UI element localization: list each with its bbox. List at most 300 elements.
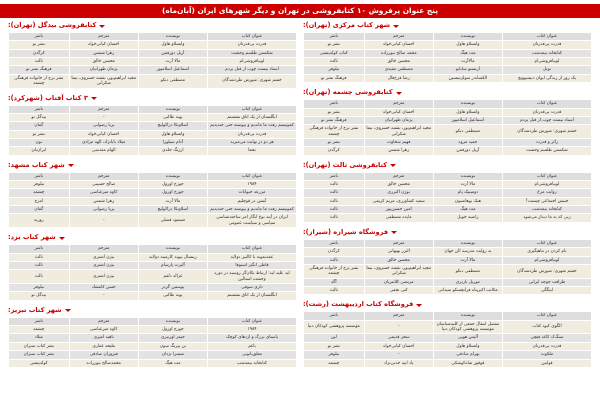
book-title-cell: ایران در آینه نوع انگار امر ساخته‌شناسی سیاسی و سیاست عمومی — [208, 214, 296, 227]
column-header: مترجم — [70, 33, 138, 40]
section-header[interactable] — [303, 160, 592, 171]
translator-cell: البرز بهبهانی — [365, 248, 433, 255]
author-cell: مالا آرت — [434, 257, 502, 264]
column-header: نویسنده — [139, 106, 207, 113]
column-header: ناشر — [9, 106, 69, 113]
publisher-cell: میلاد — [9, 334, 69, 341]
bookstore-name: شهر کتاب مشهد: — [8, 160, 65, 169]
author-cell: بهرام صادقی — [434, 351, 502, 358]
table-row — [9, 122, 296, 129]
table-row — [9, 334, 296, 341]
column-header: مترجم — [365, 33, 433, 40]
publisher-cell: کوله‌پشتی — [9, 360, 69, 367]
column-header: نویسنده — [434, 100, 502, 107]
column-header: ناشر — [304, 240, 364, 247]
table-row — [304, 189, 591, 196]
translator-cell: بیژن اشتری — [70, 254, 138, 261]
book-title-cell: قوانین — [503, 360, 591, 367]
section-header[interactable] — [303, 20, 592, 31]
publisher-cell: گمان — [9, 206, 69, 213]
bookstore-section — [8, 93, 297, 156]
translator-cell: نوژن اکبرزی — [365, 189, 433, 196]
translator-cell: امین حسین‌پور — [365, 206, 433, 213]
publisher-cell: نیلوفر — [304, 351, 364, 358]
translator-cell: مصطفی مفیدی — [365, 66, 433, 73]
book-title-cell: شکستن طلسم وحشت — [503, 147, 591, 154]
book-title-cell: تونل — [503, 66, 591, 73]
bookstore-name: فروشگاه کتاب اردیبهشت (رشت): — [303, 300, 414, 309]
table-row — [9, 284, 296, 291]
publisher-cell: گمان — [9, 122, 69, 129]
author-cell: واتسلاو هاول — [434, 109, 502, 116]
table-row — [9, 139, 296, 146]
publisher-cell: نشر نو — [9, 131, 69, 138]
table-header-row — [9, 106, 296, 113]
translator-cell: سحر قدیمی — [365, 334, 433, 341]
column-header: عنوان کتاب — [503, 173, 591, 180]
translator-cell: زهرا شمس — [365, 147, 433, 154]
table-row — [9, 360, 296, 367]
publisher-cell: فرهنگ نشر نو — [304, 117, 364, 124]
column-header: عنوان کتاب — [208, 245, 296, 252]
book-title-cell: الگوی کبود کتاب — [503, 321, 591, 334]
book-title-cell: ۱۹۸۴ — [208, 181, 296, 188]
book-title-cell: لوبیا‌فروشی‌ام — [503, 181, 591, 188]
author-cell: ریتسال پیوند کارمینه دولایه — [139, 254, 207, 261]
translator-cell: کاوه میرعباسی — [70, 189, 138, 196]
table-row — [304, 181, 591, 188]
books-table — [303, 172, 592, 223]
book-title-cell: ایتگگی — [503, 287, 591, 294]
translator-cell: مجید ابراهیم‌پور، نقشه خسروی، نیما شکرانی — [366, 126, 432, 137]
caret-down-icon — [396, 92, 402, 95]
author-cell: مالا آرت — [139, 58, 207, 65]
translator-cell: ناهید امیری — [70, 334, 138, 341]
book-title-cell: لید علیه لید: ارتباط تکان‌گر روسیه در دوره وحشت استالین — [208, 270, 296, 283]
caret-down-icon — [91, 97, 97, 100]
translator-cell: پژمان طهرانیان — [365, 117, 433, 124]
translator-cell: احسان کیانی‌خواه — [365, 109, 433, 116]
bookstore-name: شهر کتاب تبریز: — [8, 305, 62, 314]
publisher-cell: فرهنگ نشر نو — [9, 66, 69, 73]
author-cell: اسلاونکا دراکولیچ — [139, 122, 207, 129]
section-header[interactable] — [303, 87, 592, 98]
bookstore-section — [303, 227, 592, 296]
table-row — [304, 117, 591, 124]
column-header: مترجم — [70, 173, 138, 180]
section-header-inner — [303, 87, 402, 98]
column-header: نویسنده — [139, 173, 207, 180]
translator-cell: رضا فرخ‌فال — [365, 75, 433, 82]
publisher-cell: نشر نو — [304, 343, 364, 350]
publisher-cell: کرگدن — [304, 147, 364, 154]
column-header: ناشر — [304, 33, 364, 40]
translator-cell: محسن خالق — [365, 257, 433, 264]
translator-cell: الهام مقدسی — [70, 147, 138, 154]
translator-cell: محسن خالق — [70, 58, 138, 65]
author-cell: یوستین گردر — [139, 284, 207, 291]
caret-down-icon — [391, 231, 397, 234]
book-title-cell: ظرافت جوجه ایرانی — [503, 279, 591, 286]
caret-down-icon — [416, 304, 422, 307]
author-cell: پونه طالبی — [139, 114, 207, 121]
publisher-cell: کرگدن — [304, 248, 364, 255]
author-cell: مصطفی دبکو — [139, 75, 207, 88]
caret-down-icon — [65, 309, 71, 312]
section-header[interactable] — [8, 93, 297, 104]
publisher-cell: کتاب کوله‌پشتی — [304, 50, 364, 57]
column-header: مترجم — [365, 312, 433, 319]
author-cell: موریل باربری — [434, 279, 502, 286]
table-row — [304, 125, 591, 138]
table-row — [304, 248, 591, 255]
table-row — [304, 147, 591, 154]
author-cell: جیمز اورنبری — [139, 334, 207, 341]
column-header: مترجم — [365, 240, 433, 247]
author-cell: مصطفی دبکو — [434, 265, 502, 278]
content-columns — [0, 18, 600, 400]
table-row — [304, 58, 591, 65]
publisher-cell: کرگدن — [9, 50, 69, 57]
author-cell: جورج اورول — [139, 189, 207, 196]
books-table — [303, 239, 592, 296]
author-cell: هنک یوهانسون — [434, 198, 502, 205]
column-header: مترجم — [365, 100, 433, 107]
translator-cell: مرتضی کلانتریان — [365, 279, 433, 286]
caret-down-icon — [99, 25, 105, 28]
book-title-cell: زنی که به ما دیدار می‌شود — [503, 214, 591, 221]
column-header: ناشر — [304, 173, 364, 180]
author-cell: واتسلاو هاول — [139, 41, 207, 48]
book-title-cell: قدرت بی‌قدرتان — [503, 109, 591, 116]
bookstore-section — [303, 299, 592, 368]
table-row — [304, 206, 591, 213]
author-cell: جورج اورول — [139, 326, 207, 333]
publisher-cell: لین — [304, 334, 364, 341]
table-row — [9, 351, 296, 358]
author-cell: مسعود فضلی — [139, 214, 207, 227]
section-header-inner — [303, 299, 422, 310]
publisher-cell: ثالث — [9, 254, 69, 261]
table-row — [304, 321, 591, 334]
author-cell: به روایت مدرسه الن جهان — [434, 248, 502, 255]
column-header: عنوان کتاب — [503, 312, 591, 319]
table-row — [304, 360, 591, 367]
author-cell: آریل دورفمن — [434, 147, 502, 154]
author-cell: اسماعیل اسلامپور — [434, 117, 502, 124]
column-header: عنوان کتاب — [208, 173, 296, 180]
translator-cell: مجید ابراهیم‌پور، نقشه خسروی، نیما شکرانی — [71, 75, 137, 87]
publisher-cell: چشمه — [9, 326, 69, 333]
column-header: عنوان کتاب — [208, 318, 296, 325]
table-row — [304, 265, 591, 278]
table-header-row — [304, 173, 591, 180]
author-cell: مت هیگ — [139, 360, 207, 367]
author-cell: مالا آرت — [434, 181, 502, 188]
column-header: ناشر — [304, 100, 364, 107]
book-title-cell: قدرت بی‌قدرتان — [503, 343, 591, 350]
table-row — [9, 131, 296, 138]
table-header-row — [9, 245, 296, 252]
publisher-cell: نشر کتاب سبزان — [9, 351, 69, 358]
publisher-cell: ثالث — [9, 58, 69, 65]
books-table — [303, 311, 592, 368]
author-cell: میسرا نژدان — [139, 351, 207, 358]
table-row — [9, 326, 296, 333]
bookstore-name: ۳ کتاب آفتاب (شهرکرد): — [8, 93, 88, 102]
author-cell: قوقور شاه‌کوشکی — [434, 360, 502, 367]
table-row — [304, 75, 591, 82]
column-header: مترجم — [70, 245, 138, 252]
translator-cell: پریا رضوانی — [70, 206, 138, 213]
column-header: مترجم — [70, 106, 138, 113]
book-title-cell: کمونیسم رفت ما ماندیم و پیوسته حتی خندیدیم — [208, 206, 296, 213]
books-table — [303, 99, 592, 156]
table-row — [9, 58, 296, 65]
column-header: عنوان کتاب — [208, 33, 296, 40]
left-column — [0, 18, 300, 400]
column-header: نویسنده — [434, 240, 502, 247]
publisher-cell: ثالث — [9, 262, 69, 269]
bookstore-section — [8, 160, 297, 229]
table-row — [304, 257, 591, 264]
publisher-cell: نشر نو — [9, 41, 69, 48]
publisher-cell: ایران‌بان — [9, 147, 69, 154]
author-cell: اسلاونکا دراکولیچ — [139, 206, 207, 213]
table-row — [9, 214, 296, 227]
table-row — [9, 50, 296, 57]
book-title-cell: استاد بیست چوب از قبل بردم — [208, 66, 296, 73]
book-title-cell: کتابخانه نیمه‌شب — [208, 360, 296, 367]
book-title-cell: استاد بیست چوب از قبل بردم — [503, 117, 591, 124]
table-row — [304, 50, 591, 57]
column-header: عنوان کتاب — [503, 33, 591, 40]
translator-cell: محسن خالق — [365, 181, 433, 188]
publisher-cell: ثالث — [304, 287, 364, 294]
book-title-cell: جنبش اجتماعی چیست؟ — [503, 198, 591, 205]
book-title-cell: ۱۹۸۴ — [208, 326, 296, 333]
table-row — [9, 198, 296, 205]
table-row — [304, 287, 591, 294]
books-table — [8, 105, 297, 156]
translator-cell: سعید کشاورزی، مریم کریمی — [365, 198, 433, 205]
table-row — [9, 270, 296, 283]
translator-cell: فهیم سخاوت — [365, 139, 433, 146]
column-header: ناشر — [9, 173, 69, 180]
author-cell: ارنستو ساباتو — [434, 66, 502, 73]
publisher-cell: نشر برج از خانواده فرهنگی چشمه — [9, 75, 69, 88]
author-cell: مفصل انتقال جمعی از کلیه‌شناسان مؤسسه پژوهشی کودکان دنیا — [434, 321, 502, 334]
table-row — [9, 189, 296, 196]
caret-down-icon — [393, 25, 399, 28]
column-header: نویسنده — [139, 33, 207, 40]
author-cell: حمید مروه — [434, 139, 502, 146]
table-header-row — [304, 312, 591, 319]
author-cell: آلیس هوپی — [434, 334, 502, 341]
section-header[interactable] — [8, 20, 297, 31]
book-title-cell: معلق‌بانونی — [208, 351, 296, 358]
book-title-cell: لوبیا‌فروشی‌ام — [503, 58, 591, 65]
section-header[interactable] — [8, 160, 297, 171]
table-row — [9, 75, 296, 88]
book-title-cell: سنگ‌ک کاغذ قیچی — [503, 334, 591, 341]
table-row — [304, 139, 591, 146]
table-header-row — [9, 318, 296, 325]
translator-cell: احسان کیانی‌خواه — [365, 41, 433, 48]
book-title-cell: پاستای بزرگ و اژدهای کوچک — [208, 334, 296, 341]
author-cell: راضیه خویل — [434, 214, 502, 221]
author-cell: آریل دورفمن — [139, 50, 207, 57]
table-row — [9, 147, 296, 154]
publisher-cell: ثالث — [304, 214, 364, 221]
column-header: نویسنده — [434, 173, 502, 180]
publisher-cell: روزنه — [9, 214, 69, 227]
book-title-cell: انگلستان از یک اتاق نشستم — [208, 292, 296, 299]
translator-cell: محمدصالح نیورزاده — [70, 360, 138, 367]
book-title-cell: قدرت بی‌قدرتان — [208, 131, 296, 138]
author-cell: پونه طالبی — [139, 292, 207, 299]
author-cell: بن پیرنگ سون — [139, 343, 207, 350]
page-title: پنج عنوان پرفروش ۱۰ کتابفروشی در تهران و دیگر شهرهای ایران (آبان‌ماه) — [162, 6, 438, 15]
section-header[interactable] — [303, 299, 592, 310]
table-header-row — [304, 240, 591, 247]
book-title-cell: هر دو در نهایت می‌میرند — [208, 139, 296, 146]
translator-cell: کتی نجفی — [365, 287, 433, 294]
table-header-row — [9, 33, 296, 40]
book-title-cell: خشم شهری: شورش طردشدگان — [503, 125, 591, 138]
publisher-cell: امرج — [9, 198, 69, 205]
book-title-cell: نجما — [208, 147, 296, 154]
bookstore-name: کتابفروشی چشمه (تهران): — [303, 88, 393, 97]
book-title-cell: انگلستان از یک اتاق نشستم — [208, 114, 296, 121]
publisher-cell: آگه — [304, 279, 364, 286]
column-header: ناشر — [9, 33, 69, 40]
table-row — [9, 114, 296, 121]
table-row — [9, 343, 296, 350]
book-title-cell: کتابخانه نیمه‌شب — [503, 50, 591, 57]
translator-cell: - — [70, 214, 138, 227]
table-row — [304, 343, 591, 350]
book-title-cell: ملکوت — [503, 351, 591, 358]
book-title-cell: باغم — [208, 343, 296, 350]
books-table — [8, 172, 297, 229]
column-header: مترجم — [70, 318, 138, 325]
translator-cell: - — [365, 321, 433, 334]
author-cell: آدام سیلورا — [139, 139, 207, 146]
book-title-cell: لوبیا‌فروشی‌ام — [208, 58, 296, 65]
column-header: ناشر — [304, 312, 364, 319]
column-header: نویسنده — [139, 318, 207, 325]
publisher-cell: نشر کتاب سبزان — [9, 343, 69, 350]
publisher-cell: فرهنگ نشر نو — [304, 75, 364, 82]
table-row — [9, 254, 296, 261]
table-header-row — [304, 33, 591, 40]
book-title-cell: قدرت بی‌قدرتان — [503, 41, 591, 48]
book-title-cell: کتابخانه نیمه‌شب — [503, 206, 591, 213]
publisher-cell: نیلوفر — [304, 66, 364, 73]
translator-cell: زهرا شمس — [70, 50, 138, 57]
translator-cell: مجید ابراهیم‌پور، نقشه خسروی، نیما شکرانی — [366, 265, 432, 277]
section-header[interactable] — [8, 232, 297, 243]
column-header: ناشر — [9, 245, 69, 252]
translator-cell: حسن کامشاد — [70, 284, 138, 291]
books-table — [303, 32, 592, 83]
translator-cell: بیژن اشتری — [70, 262, 138, 269]
table-header-row — [9, 173, 296, 180]
table-row — [304, 351, 591, 358]
translator-cell: - — [70, 114, 138, 121]
translator-cell: فیروزان صادقی — [70, 351, 138, 358]
translator-cell: صالح حسینی — [70, 181, 138, 188]
author-cell: الکساندر سولژنیتسین — [434, 75, 502, 82]
author-cell: واتسلاو هاول — [434, 41, 502, 48]
translator-cell: پریا رضوانی — [70, 122, 138, 129]
caret-down-icon — [390, 164, 396, 167]
table-row — [9, 292, 296, 299]
table-row — [304, 109, 591, 116]
section-header[interactable] — [8, 305, 297, 316]
section-header-inner — [8, 93, 97, 104]
publisher-cell: ثالث — [304, 181, 364, 188]
publisher-cell: نشر نو — [304, 41, 364, 48]
table-row — [304, 66, 591, 73]
author-cell: واتسلاو هاول — [434, 343, 502, 350]
bookstore-section — [303, 87, 592, 156]
bookstore-section — [303, 160, 592, 223]
book-title-cell: لوبیا‌فروشی‌ام — [503, 257, 591, 264]
publisher-cell: بیدگل نو — [9, 114, 69, 121]
translator-cell: کاوه میرعباسی — [70, 326, 138, 333]
table-row — [9, 181, 296, 188]
bookstore-name: کتابفروشی بیدگل (تهران): — [8, 21, 97, 29]
publisher-cell: نون — [9, 139, 69, 146]
translator-cell: مایده مصطفی — [365, 214, 433, 221]
bookstore-section — [8, 232, 297, 301]
section-header-inner — [8, 160, 74, 171]
author-cell: دومینیک پام — [434, 189, 502, 196]
translator-cell: میلاد بابانژاد، الهه مرادی — [70, 139, 138, 146]
title-banner — [0, 4, 600, 18]
bookstore-section — [8, 305, 297, 368]
translator-cell: بیژن اشتری — [70, 270, 138, 283]
column-header: مترجم — [365, 173, 433, 180]
book-title-cell: آبشن در قوچلیم — [208, 198, 296, 205]
publisher-cell: نشر برج از خانواده فرهنگی چشمه — [304, 125, 364, 138]
table-row — [304, 214, 591, 221]
section-header[interactable] — [303, 227, 592, 238]
table-row — [304, 41, 591, 48]
author-cell: جورج اورول — [139, 181, 207, 188]
publisher-cell: بیدگل نو — [9, 292, 69, 299]
caret-down-icon — [59, 237, 65, 240]
author-cell: آلبرت پارسام — [139, 262, 207, 269]
section-header-inner — [8, 20, 105, 31]
book-title-cell: روایت مرغ — [503, 189, 591, 196]
publisher-cell: نیلوفر — [9, 181, 69, 188]
caret-down-icon — [68, 164, 74, 167]
books-table — [8, 32, 297, 89]
section-header-inner — [8, 305, 71, 316]
column-header: عنوان کتاب — [503, 100, 591, 107]
table-row — [9, 262, 296, 269]
section-header-inner — [8, 232, 65, 243]
book-title-cell: قدرت بی‌قدرتان — [208, 41, 296, 48]
author-cell: مت هیگ — [434, 50, 502, 57]
book-title-cell: داری سوفی — [208, 284, 296, 291]
table-row — [304, 279, 591, 286]
translator-cell: ملیحه غفاری — [70, 343, 138, 350]
table-row — [304, 334, 591, 341]
